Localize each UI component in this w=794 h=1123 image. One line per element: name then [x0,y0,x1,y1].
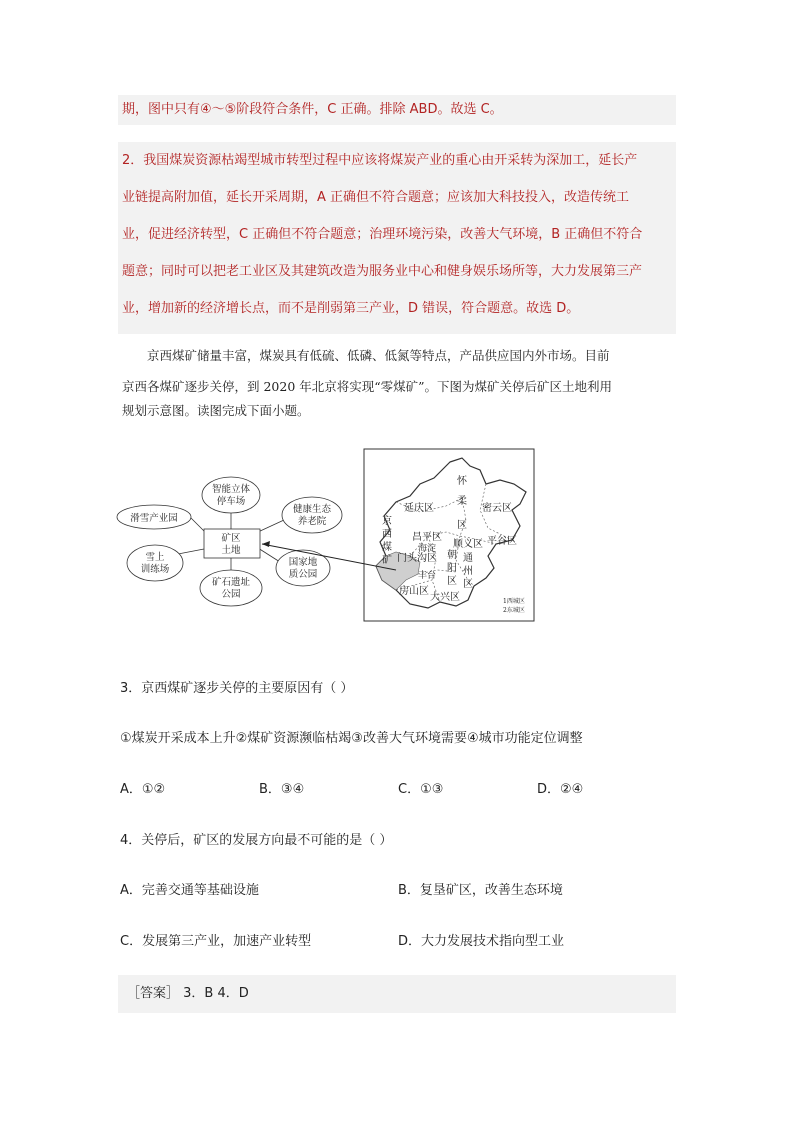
answer-label: ［答案］ [127,986,180,1001]
q4-stem: 4．关停后，矿区的发展方向最不可能的是（ ） [120,833,393,848]
map-label-jingxi-2: 西 [382,529,392,540]
map-label-pinggu: 平谷区 [487,536,517,547]
q4-option-b: B．复垦矿区，改善生态环境 [398,883,563,898]
elderly-care-label-1: 健康生态 [292,504,332,515]
ore-park-label-2: 公园 [221,589,241,600]
explanation-line-5: 题意；同时可以把老工业区及其建筑改造为服务业中心和健身娱乐场所等，大力发展第三产 [122,264,643,279]
answer-value: 3．B 4．D [183,986,249,1001]
map-label-qu: 区 [457,520,467,531]
map-label-changping: 昌平区 [412,532,442,543]
q3-items: ①煤炭开采成本上升②煤矿资源濒临枯竭③改善大气环境需要④城市功能定位调整 [120,731,583,746]
map-label-zhou: 州 [463,566,473,577]
pointer-arrowhead [262,541,270,547]
map-label-jingxi-3: 煤 [382,542,392,553]
map-label-yanqing: 延庆区 [404,503,434,514]
map-label-rou: 柔 [457,496,467,507]
parking-label-2: 停车场 [216,496,246,507]
elderly-care-label-2: 养老院 [297,516,327,527]
explanation-line-6: 业，增加新的经济增长点，而不是削弱第三产业，D 错误，符合题意。故选 D。 [122,301,580,316]
map-label-miyun: 密云区 [482,503,512,514]
map-label-jingxi-1: 京 [382,516,392,527]
q4-option-a: A．完善交通等基础设施 [120,883,259,898]
map-label-fangshan: 房山区 [399,586,429,597]
passage-line-1: 京西煤矿储量丰富，煤炭具有低硫、低磷、低氮等特点，产品供应国内外市场。目前 [147,348,610,363]
explanation-line-4: 业，促进经济转型，C 正确但不符合题意；治理环境污染，改善大气环境，B 正确但不符合 [122,227,643,242]
passage-line-3: 规划示意图。读图完成下面小题。 [122,403,310,418]
map-label-fengtai: 丰台 [418,571,437,581]
map-label-mentougou: 门头沟区 [397,553,437,564]
ski-park-label: 滑雪产业园 [130,513,178,524]
ellipse-parking [202,477,260,513]
map-label-haidian: 海淀 [418,544,437,554]
map-label-yang: 阳 [447,563,457,574]
q3-option-a: A．①② [120,782,166,797]
map-label-shunyi: 顺义区 [453,539,483,550]
spoke-right [258,520,284,532]
passage-line-2: 京西各煤矿逐步关停，到 2020 年北京将实现“零煤矿”。下图为煤矿关停后矿区土地利用 [122,379,613,394]
geo-park-label-1: 国家地 [288,557,318,568]
map-label-huai: 怀 [457,476,467,487]
map-label-qu3: 区 [463,579,473,590]
explanation-line-2: 2．我国煤炭资源枯竭型城市转型过程中应该将煤炭产业的重心由开采转为深加工，延长产 [122,153,638,168]
map-label-jingxi-4: 矿 [382,555,392,566]
spoke-left [178,549,204,554]
q3-stem: 3．京西煤矿逐步关停的主要原因有（ ） [120,681,354,696]
map-label-daxing: 大兴区 [430,592,460,603]
geo-park-label-2: 质公园 [288,569,318,580]
map-legend-2: 2东城区 [503,607,525,614]
map-label-chao: 朝 [447,550,457,561]
explanation-line-1: 期，图中只有④～⑤阶段符合条件，C 正确。排除 ABD。故选 C。 [122,102,503,117]
ellipse-snow-training [127,545,183,581]
center-label-1: 矿区 [221,533,241,544]
q3-option-c: C．①③ [398,782,444,797]
q4-option-c: C．发展第三产业，加速产业转型 [120,934,312,949]
map-label-tong: 通 [463,553,473,564]
q3-option-d: D．②④ [537,782,584,797]
land-use-diagram [0,440,794,660]
ellipse-elderly-care [282,497,342,533]
map-legend-1: 1西城区 [503,598,525,605]
explanation-line-3: 业链提高附加值，延长开采周期，A 正确但不符合题意；应该加大科技投入，改造传统工 [122,190,630,205]
map-label-qu2: 区 [447,576,457,587]
answer-line [127,982,249,1001]
spoke-top-left [191,518,205,532]
center-label-2: 土地 [221,545,241,556]
ellipse-ore-park [200,570,262,606]
parking-label-1: 智能立体 [211,484,251,495]
q3-option-b: B．③④ [259,782,305,797]
spoke-bottom-right [258,548,280,562]
ore-park-label-1: 矿石遗址 [211,577,251,588]
snow-training-label-1: 雪上 [145,552,165,563]
snow-training-label-2: 训练场 [140,564,170,575]
q4-option-d: D．大力发展技术指向型工业 [398,934,565,949]
